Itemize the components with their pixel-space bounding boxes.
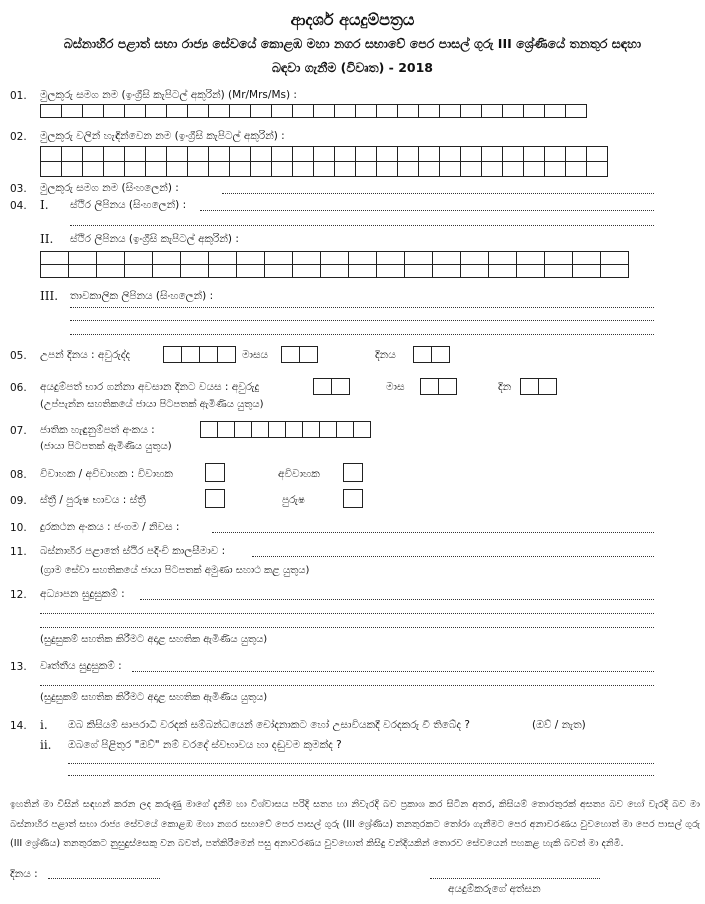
field-03-number: 03. xyxy=(10,183,27,195)
char-box[interactable] xyxy=(152,264,181,278)
field-05-number: 05. xyxy=(10,350,27,362)
offence-details-line1[interactable] xyxy=(68,763,654,764)
char-box[interactable] xyxy=(334,104,356,118)
char-box[interactable] xyxy=(516,264,545,278)
char-box[interactable] xyxy=(502,161,524,177)
char-box[interactable] xyxy=(353,421,371,438)
char-box[interactable] xyxy=(586,146,608,162)
field-13-number: 13. xyxy=(10,661,27,673)
char-box[interactable] xyxy=(313,146,335,162)
char-box[interactable] xyxy=(334,146,356,162)
education-qualifications-line2[interactable] xyxy=(40,613,654,614)
char-box[interactable] xyxy=(271,146,293,162)
char-box[interactable] xyxy=(200,421,218,438)
char-box[interactable] xyxy=(418,161,440,177)
char-box[interactable] xyxy=(61,104,83,118)
char-box[interactable] xyxy=(229,161,251,177)
professional-qualifications-line2[interactable] xyxy=(40,685,654,686)
field-11-label: බස්නාහිර පළාතේ ස්ථිර පදිංචි කාලසීමාව : xyxy=(40,545,226,557)
char-box[interactable] xyxy=(292,146,314,162)
char-box[interactable] xyxy=(199,346,218,363)
char-box[interactable] xyxy=(348,251,377,265)
char-box[interactable] xyxy=(565,146,587,162)
offence-details-line2[interactable] xyxy=(68,775,654,776)
field-04-iii-roman: III. xyxy=(40,289,59,303)
birth-month-label: මාසය xyxy=(242,349,269,361)
date-label: දිනය : xyxy=(10,868,38,880)
char-box[interactable] xyxy=(292,251,321,265)
field-14-i-label: ඔබ කිසියම් සාපරාධී වරදක් සම්බන්ධයෙන් චෝදනාකට හෝ උසාවියකදී වරදකරු වී තිබේද ? xyxy=(68,719,470,731)
char-box[interactable] xyxy=(163,346,182,363)
field-05-label: උපන් දිනය : අවුරුද්ද xyxy=(40,349,131,361)
char-box[interactable] xyxy=(544,146,566,162)
form-subtitle: බස්නාහිර පළාත් සභා රාජ්‍ය සේවයේ කොළඹ මහා නගර සභාවේ පෙර පාසල් ගුරු III ශ්‍රේණියේ තනතුර සඳහා xyxy=(63,36,642,51)
char-box[interactable] xyxy=(250,161,272,177)
field-02-label: මුලකුරු වලින් හැඳින්වෙන නම (ඉංග්‍රීසි කැපිටල් අකුරින්) : xyxy=(40,130,285,142)
field-07-note: (ජායා පිටපතක් ඇමිණිය යුතුය) xyxy=(40,441,172,452)
char-box[interactable] xyxy=(520,378,539,395)
char-box[interactable] xyxy=(40,161,62,177)
char-box[interactable] xyxy=(481,146,503,162)
field-04-i-roman: I. xyxy=(40,198,49,212)
name-by-initials-boxes-row1[interactable] xyxy=(40,146,608,162)
char-box[interactable] xyxy=(217,346,236,363)
char-box[interactable] xyxy=(460,251,489,265)
field-10-number: 10. xyxy=(10,522,27,534)
char-box[interactable] xyxy=(313,104,335,118)
field-06-number: 06. xyxy=(10,382,27,394)
char-box[interactable] xyxy=(544,264,573,278)
char-box[interactable] xyxy=(586,161,608,177)
char-box[interactable] xyxy=(187,146,209,162)
char-box[interactable] xyxy=(302,421,320,438)
char-box[interactable] xyxy=(145,104,167,118)
char-box[interactable] xyxy=(600,264,629,278)
age-days-label: දින xyxy=(498,381,512,393)
char-box[interactable] xyxy=(124,251,153,265)
char-box[interactable] xyxy=(96,264,125,278)
char-box[interactable] xyxy=(481,161,503,177)
char-box[interactable] xyxy=(488,264,517,278)
char-box[interactable] xyxy=(376,146,398,162)
char-box[interactable] xyxy=(355,161,377,177)
char-box[interactable] xyxy=(264,264,293,278)
char-box[interactable] xyxy=(82,104,104,118)
char-box[interactable] xyxy=(439,104,461,118)
char-box[interactable] xyxy=(124,146,146,162)
char-box[interactable] xyxy=(124,264,153,278)
char-box[interactable] xyxy=(376,161,398,177)
char-box[interactable] xyxy=(334,161,356,177)
char-box[interactable] xyxy=(96,251,125,265)
professional-qualifications-line1[interactable] xyxy=(132,671,654,672)
yes-no-options[interactable]: (ඔව් / නැත) xyxy=(532,719,586,731)
field-14-ii-label: ඔබගේ පිළිතුර "ඔව්" නම් වරදේ ස්වභාවය හා දඬුවම කුමක්ද ? xyxy=(68,739,342,751)
field-14-ii-roman: ii. xyxy=(40,738,52,752)
male-checkbox[interactable] xyxy=(343,489,363,508)
temporary-address-line1[interactable] xyxy=(70,307,654,308)
field-01-label: මුලකුරු සමග නම (ඉංග්‍රීසි කැපිටල් අකුරින්) (Mr/Mrs/Ms) : xyxy=(40,89,297,101)
char-box[interactable] xyxy=(166,104,188,118)
char-box[interactable] xyxy=(166,161,188,177)
char-box[interactable] xyxy=(61,146,83,162)
temporary-address-line3[interactable] xyxy=(70,334,654,335)
char-box[interactable] xyxy=(320,251,349,265)
char-box[interactable] xyxy=(181,346,200,363)
char-box[interactable] xyxy=(544,104,566,118)
field-04-number: 04. xyxy=(10,200,27,212)
field-11-note: (ග්‍රාම සේවා සහතිකයේ ජායා පිටපතක් අමුණා සහාථ කළ යුතුය) xyxy=(40,565,310,576)
char-box[interactable] xyxy=(229,104,251,118)
char-box[interactable] xyxy=(502,146,524,162)
char-box[interactable] xyxy=(208,146,230,162)
char-box[interactable] xyxy=(236,264,265,278)
field-02-number: 02. xyxy=(10,131,27,143)
char-box[interactable] xyxy=(355,104,377,118)
char-box[interactable] xyxy=(481,104,503,118)
char-box[interactable] xyxy=(438,378,457,395)
field-14-number: 14. xyxy=(10,720,27,732)
char-box[interactable] xyxy=(40,264,69,278)
char-box[interactable] xyxy=(460,146,482,162)
char-box[interactable] xyxy=(320,264,349,278)
permanent-address-sinhala-line1[interactable] xyxy=(200,210,654,211)
char-box[interactable] xyxy=(355,146,377,162)
field-03-label: මුලකුරු සමග නම (සිංහලෙන්) : xyxy=(40,182,179,194)
char-box[interactable] xyxy=(187,104,209,118)
field-04-iii-label: තාවකාලික ලිපිනය (සිංහලෙන්) : xyxy=(70,290,214,302)
char-box[interactable] xyxy=(397,104,419,118)
char-box[interactable] xyxy=(292,264,321,278)
char-box[interactable] xyxy=(600,251,629,265)
char-box[interactable] xyxy=(124,161,146,177)
field-04-ii-label: ස්ථිර ලිපිනය (ඉංග්‍රීසි කැපිටල් අකුරින්) : xyxy=(70,233,239,245)
char-box[interactable] xyxy=(40,104,62,118)
residence-period-line[interactable] xyxy=(252,556,654,557)
char-box[interactable] xyxy=(292,104,314,118)
char-box[interactable] xyxy=(268,421,286,438)
char-box[interactable] xyxy=(152,251,181,265)
char-box[interactable] xyxy=(299,346,318,363)
char-box[interactable] xyxy=(40,146,62,162)
name-by-initials-boxes-row2[interactable] xyxy=(40,161,608,177)
char-box[interactable] xyxy=(348,264,377,278)
char-box[interactable] xyxy=(271,104,293,118)
char-box[interactable] xyxy=(336,421,354,438)
field-09-label: ස්ත්‍රී / පුරුෂ භාවය : ස්ත්‍රී xyxy=(40,494,146,506)
unmarried-checkbox[interactable] xyxy=(343,463,363,482)
field-07-label: ජාතික හැඳුනුම්පත් අංකය : xyxy=(40,424,155,436)
char-box[interactable] xyxy=(523,146,545,162)
char-box[interactable] xyxy=(572,251,601,265)
education-qualifications-line3[interactable] xyxy=(40,627,654,628)
char-box[interactable] xyxy=(103,104,125,118)
char-box[interactable] xyxy=(418,104,440,118)
age-days-boxes[interactable] xyxy=(520,378,557,395)
field-06-label: අයදුම්පත් භාර ගන්නා අවසාන දිනට වයස : අවුරුදු xyxy=(40,381,260,393)
birth-year-boxes[interactable] xyxy=(163,346,236,363)
char-box[interactable] xyxy=(68,264,97,278)
char-box[interactable] xyxy=(166,146,188,162)
char-box[interactable] xyxy=(460,161,482,177)
unmarried-label: අවිවාහක xyxy=(278,468,320,480)
education-qualifications-line1[interactable] xyxy=(140,599,654,600)
field-04-i-label: ස්ථිර ලිපිනය (සිංහලෙන්) : xyxy=(70,199,187,211)
char-box[interactable] xyxy=(523,161,545,177)
field-12-label: අධ්‍යාපන සුදුසුකම් : xyxy=(40,588,125,600)
male-label: පුරුෂ xyxy=(282,494,305,506)
age-months-label: මාස xyxy=(386,381,405,393)
signature-label: අයදුම්කරුගේ අත්සන xyxy=(448,883,541,895)
char-box[interactable] xyxy=(180,264,209,278)
telephone-number-line[interactable] xyxy=(212,532,654,533)
char-box[interactable] xyxy=(264,251,293,265)
char-box[interactable] xyxy=(376,104,398,118)
char-box[interactable] xyxy=(404,264,433,278)
char-box[interactable] xyxy=(397,146,419,162)
form-subtitle-year: බඳවා ගැනීම (විවෘත) - 2018 xyxy=(271,60,434,75)
char-box[interactable] xyxy=(145,161,167,177)
char-box[interactable] xyxy=(413,346,432,363)
char-box[interactable] xyxy=(404,251,433,265)
field-14-i-roman: i. xyxy=(40,718,48,732)
char-box[interactable] xyxy=(124,104,146,118)
char-box[interactable] xyxy=(82,146,104,162)
char-box[interactable] xyxy=(103,146,125,162)
female-checkbox[interactable] xyxy=(205,489,225,508)
char-box[interactable] xyxy=(376,251,405,265)
char-box[interactable] xyxy=(187,161,209,177)
field-13-note: (සුදුසුකම් සහතික කිරීමට අදාළ සහතික ඇමිණිය යුතුය) xyxy=(40,692,268,703)
birth-day-label: දිනය xyxy=(375,349,396,361)
char-box[interactable] xyxy=(292,161,314,177)
field-09-number: 09. xyxy=(10,495,27,507)
permanent-address-sinhala-line2[interactable] xyxy=(70,225,654,226)
char-box[interactable] xyxy=(145,146,167,162)
char-box[interactable] xyxy=(234,421,252,438)
char-box[interactable] xyxy=(397,161,419,177)
char-box[interactable] xyxy=(250,104,272,118)
char-box[interactable] xyxy=(103,161,125,177)
char-box[interactable] xyxy=(271,161,293,177)
signature-line[interactable] xyxy=(430,878,600,879)
char-box[interactable] xyxy=(217,421,235,438)
char-box[interactable] xyxy=(313,161,335,177)
age-years-boxes[interactable] xyxy=(313,378,350,395)
char-box[interactable] xyxy=(565,104,587,118)
char-box[interactable] xyxy=(538,378,557,395)
char-box[interactable] xyxy=(432,251,461,265)
char-box[interactable] xyxy=(516,251,545,265)
char-box[interactable] xyxy=(180,251,209,265)
field-04-ii-roman: II. xyxy=(40,232,54,246)
char-box[interactable] xyxy=(61,161,83,177)
char-box[interactable] xyxy=(431,346,450,363)
char-box[interactable] xyxy=(229,146,251,162)
char-box[interactable] xyxy=(488,251,517,265)
birth-day-boxes[interactable] xyxy=(413,346,450,363)
char-box[interactable] xyxy=(236,251,265,265)
char-box[interactable] xyxy=(68,251,97,265)
char-box[interactable] xyxy=(208,161,230,177)
char-box[interactable] xyxy=(432,264,461,278)
married-checkbox[interactable] xyxy=(205,463,225,482)
char-box[interactable] xyxy=(331,378,350,395)
char-box[interactable] xyxy=(418,146,440,162)
name-sinhala-line[interactable] xyxy=(222,193,654,194)
field-08-label: විවාහක / අවිවාහක : විවාහක xyxy=(40,468,173,480)
char-box[interactable] xyxy=(313,378,332,395)
permanent-address-english-boxes-row2[interactable] xyxy=(40,264,629,278)
char-box[interactable] xyxy=(251,421,269,438)
age-months-boxes[interactable] xyxy=(420,378,457,395)
char-box[interactable] xyxy=(40,251,69,265)
char-box[interactable] xyxy=(285,421,303,438)
char-box[interactable] xyxy=(208,264,237,278)
char-box[interactable] xyxy=(439,146,461,162)
char-box[interactable] xyxy=(208,251,237,265)
char-box[interactable] xyxy=(544,161,566,177)
char-box[interactable] xyxy=(250,146,272,162)
field-08-number: 08. xyxy=(10,469,27,481)
char-box[interactable] xyxy=(319,421,337,438)
char-box[interactable] xyxy=(376,264,405,278)
field-13-label: වෘත්තීය සුදුසුකම් : xyxy=(40,660,122,672)
declaration-text: ඉහතින් මා විසින් සඳහන් කරන ලද කරුණු මාගේ දැනීම හා විශ්වාසය පරිදි සත්‍ය හා නිවැරදි බව ප්‍රකාශ කර සිටින අතර, කිසියම් තොරතුරක් අසත්‍ය බව හෝ වැරදි බව මා බස්නාහිර පළාත් සභා රාජ්‍ය සේවයේ කොළඹ මහා නගර සභාවේ පෙර පාසල් ගුරු (III ශ්‍රේණිය) තනතුරකට තෝරා ගැනීමට පෙර අනාවරණය වුවහොත් මා පෙර පාසල් ගුරු (III ශ්‍රේණිය) තනතුරකට නුසුදුස්සෙකු වන බවත්, පත්කිරීමෙන් පසු අනාවරණය වුවහොත් කිසිදු වන්දියකින් තොරව සේවයෙන් පහකළ හැකි බවත් මා දනිමි. xyxy=(10,799,700,849)
field-06-note: (උප්පැන්න සහතිකයේ ජායා පිටපතක් ඇමිණිය යුතුය) xyxy=(40,399,264,410)
char-box[interactable] xyxy=(82,161,104,177)
char-box[interactable] xyxy=(439,161,461,177)
field-12-number: 12. xyxy=(10,589,27,601)
char-box[interactable] xyxy=(281,346,300,363)
char-box[interactable] xyxy=(565,161,587,177)
birth-month-boxes[interactable] xyxy=(281,346,318,363)
char-box[interactable] xyxy=(523,104,545,118)
char-box[interactable] xyxy=(208,104,230,118)
date-line[interactable] xyxy=(48,878,160,879)
nic-number-boxes[interactable] xyxy=(200,421,371,438)
permanent-address-english-boxes-row1[interactable] xyxy=(40,251,629,265)
field-12-note: (සුදුසුකම් සහතික කිරීමට අදාළ සහතික ඇමිණිය යුතුය) xyxy=(40,634,268,645)
char-box[interactable] xyxy=(420,378,439,395)
full-name-english-boxes[interactable] xyxy=(40,104,587,118)
form-title: ආදර්ශ අයදුම්පත්‍රය xyxy=(290,10,415,29)
char-box[interactable] xyxy=(502,104,524,118)
field-01-number: 01. xyxy=(10,90,27,102)
field-07-number: 07. xyxy=(10,425,27,437)
temporary-address-line2[interactable] xyxy=(70,320,654,321)
char-box[interactable] xyxy=(460,104,482,118)
field-10-label: දුරකථන අංකය : ජංගම / නිවස : xyxy=(40,521,180,533)
char-box[interactable] xyxy=(544,251,573,265)
char-box[interactable] xyxy=(460,264,489,278)
field-11-number: 11. xyxy=(10,546,27,558)
char-box[interactable] xyxy=(572,264,601,278)
